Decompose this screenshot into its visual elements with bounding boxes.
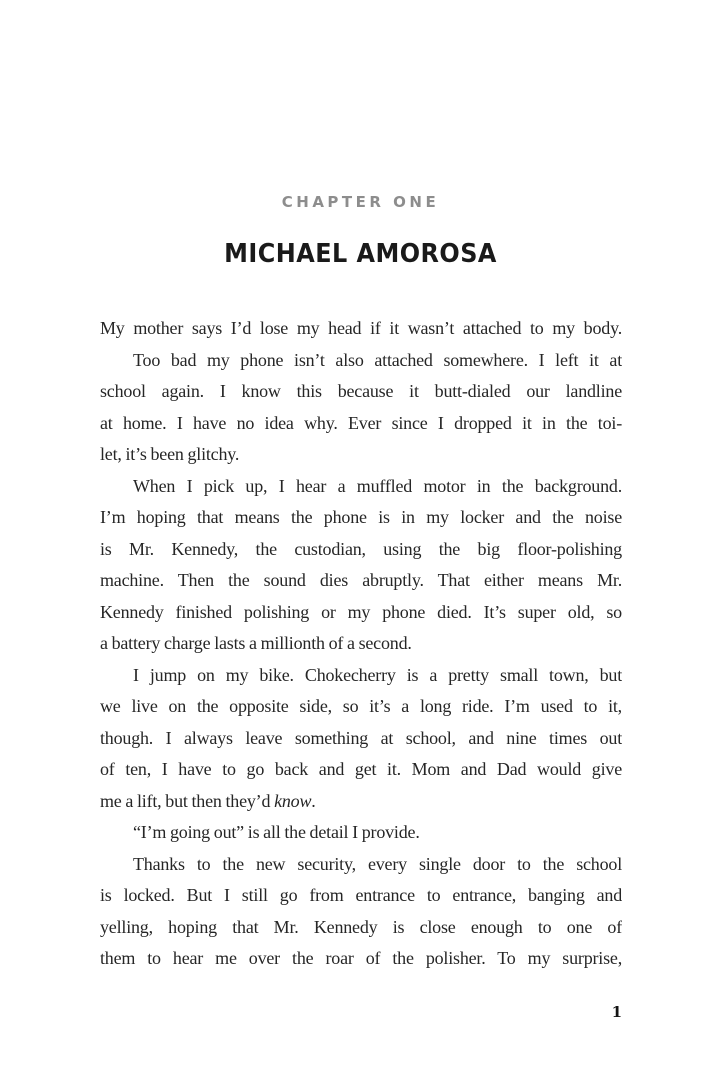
body-line: My mother says I’d lose my head if it wasn’t attached to my body. <box>100 318 622 338</box>
body-line: “I’m going out” is all the detail I provide. <box>133 822 420 842</box>
chapter-label: CHAPTER ONE <box>281 193 440 211</box>
body-line: yelling, hoping that Mr. Kennedy is close enough to one of <box>100 916 622 937</box>
body-line: though. I always leave something at school, and nine times out <box>100 727 622 748</box>
body-line: I jump on my bike. Chokecherry is a pretty small town, but <box>133 664 622 685</box>
body-line: When I pick up, I hear a muffled motor in the background. <box>133 475 622 496</box>
body-line: I’m hoping that means the phone is in my locker and the noise <box>100 507 622 527</box>
body-line: machine. Then the sound dies abruptly. That either means Mr. <box>100 570 622 590</box>
page-number: 1 <box>611 1003 622 1021</box>
body-line: of ten, I have to go back and get it. Mom and Dad would give <box>100 759 622 779</box>
body-line: a battery charge lasts a millionth of a second. <box>100 633 412 653</box>
body-line: school again. I know this because it butt-dialed our landline <box>100 381 622 401</box>
body-line: at home. I have no idea why. Ever since I dropped it in the toi- <box>100 412 622 433</box>
body-line: is Mr. Kennedy, the custodian, using the big floor-polishing <box>100 538 622 559</box>
body-line: we live on the opposite side, so it’s a long ride. I’m used to it, <box>100 696 622 716</box>
body-line: them to hear me over the roar of the polisher. To my surprise, <box>100 948 622 968</box>
chapter-title: MICHAEL AMOROSA <box>224 239 497 269</box>
body-line: Thanks to the new security, every single door to the school <box>133 853 622 874</box>
body-text <box>100 313 622 975</box>
body-line: Too bad my phone isn’t also attached somewhere. I left it at <box>133 349 622 370</box>
body-line: is locked. But I still go from entrance to entrance, banging and <box>100 885 622 905</box>
body-line: me a lift, but then they’d know. <box>100 790 316 811</box>
body-line: Kennedy finished polishing or my phone died. It’s super old, so <box>100 601 622 622</box>
body-line: let, it’s been glitchy. <box>100 444 240 464</box>
